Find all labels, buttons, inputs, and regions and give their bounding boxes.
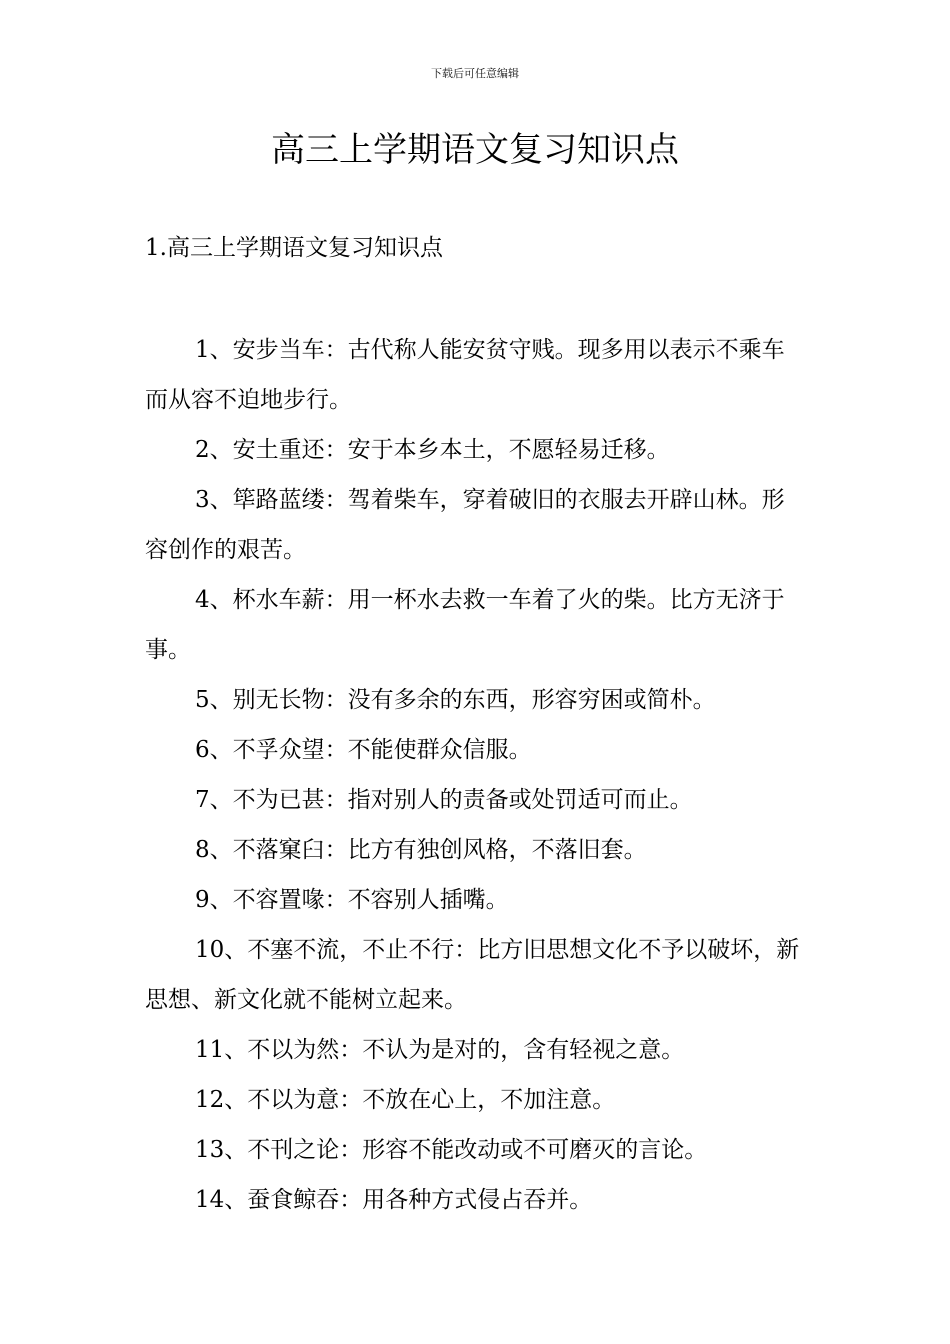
- section-heading: 1.高三上学期语文复习知识点: [145, 235, 443, 261]
- entry-item: 10、不塞不流，不止不行：比方旧思想文化不予以破坏，新思想、新文化就不能树立起来。: [145, 937, 800, 1013]
- entry-item: 1、安步当车：古代称人能安贫守贱。现多用以表示不乘车而从容不迫地步行。: [145, 337, 785, 413]
- entry-item: 12、不以为意：不放在心上，不加注意。: [195, 1087, 616, 1113]
- entry-item: 6、不孚众望：不能使群众信服。: [195, 737, 532, 763]
- entry-item: 4、杯水车薪：用一杯水去救一车着了火的柴。比方无济于事。: [145, 587, 785, 663]
- entry-item: 11、不以为然：不认为是对的，含有轻视之意。: [195, 1037, 685, 1063]
- entry-item: 9、不容置喙：不容别人插嘴。: [195, 887, 509, 913]
- entry-item: 14、蚕食鲸吞：用各种方式侵占吞并。: [195, 1187, 593, 1213]
- entry-item: 5、别无长物：没有多余的东西，形容穷困或简朴。: [195, 687, 716, 713]
- entry-item: 13、不刊之论：形容不能改动或不可磨灭的言论。: [195, 1137, 708, 1163]
- page-header-note: 下载后可任意编辑: [431, 67, 519, 80]
- document-title: 高三上学期语文复习知识点: [271, 130, 679, 170]
- entry-item: 3、筚路蓝缕：驾着柴车，穿着破旧的衣服去开辟山林。形容创作的艰苦。: [145, 487, 785, 563]
- entry-item: 7、不为已甚：指对别人的责备或处罚适可而止。: [195, 787, 693, 813]
- entry-item: 8、不落窠臼：比方有独创风格，不落旧套。: [195, 837, 647, 863]
- entry-list: [145, 325, 807, 1225]
- entry-item: 2、安土重还：安于本乡本土，不愿轻易迁移。: [195, 437, 670, 463]
